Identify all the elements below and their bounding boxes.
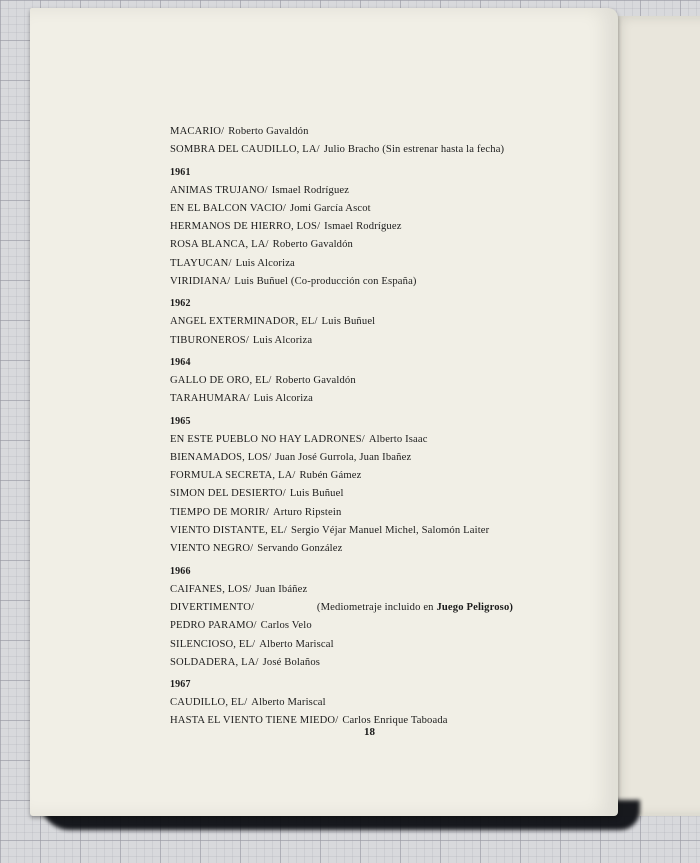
film-note-text: (Mediometraje incluido en: [316, 601, 434, 613]
film-title: VIENTO NEGRO: [170, 543, 251, 555]
year-heading: 1962: [170, 298, 191, 310]
separator-slash: /: [264, 184, 268, 196]
film-title: VIRIDIANA: [170, 276, 228, 288]
year-heading: 1964: [170, 356, 191, 368]
film-entry: [170, 255, 610, 273]
film-title: SILENCIOSO, EL: [170, 638, 253, 650]
separator-slash: /: [268, 451, 272, 463]
film-note-text: (Sin estrenar hasta la fecha): [382, 144, 505, 156]
film-director: Ismael Rodríguez: [271, 184, 350, 196]
film-title: HASTA EL VIENTO TIENE MIEDO: [170, 715, 336, 727]
film-title: TLAYUCAN: [170, 257, 229, 269]
separator-slash: /: [227, 276, 231, 288]
film-entry: [170, 332, 610, 350]
separator-slash: /: [335, 715, 339, 727]
separator-slash: /: [252, 638, 256, 650]
film-title: SIMON DEL DESIERTO: [170, 488, 283, 500]
year-section: [170, 676, 610, 731]
separator-slash: /: [246, 393, 250, 405]
film-title: CAIFANES, LOS: [170, 583, 249, 595]
year-section: [170, 354, 610, 409]
separator-slash: /: [317, 221, 321, 233]
separator-slash: /: [283, 525, 287, 537]
film-director: Alberto Mariscal: [259, 638, 334, 650]
film-director: Ismael Rodríguez: [324, 221, 402, 233]
film-director: Carlos Enrique Taboada: [342, 715, 448, 727]
film-note: [317, 602, 513, 613]
film-entry: [170, 449, 610, 467]
separator-slash: /: [282, 488, 286, 500]
year-section: [170, 164, 610, 292]
page-number: 18: [364, 726, 375, 738]
film-title: ROSA BLANCA, LA: [170, 239, 266, 251]
year-section: [170, 413, 610, 559]
film-director: Luis Buñuel: [321, 316, 376, 328]
film-entry: [170, 694, 610, 712]
separator-slash: /: [282, 202, 286, 214]
year-heading: 1961: [170, 166, 191, 178]
film-director: Sergio Véjar Manuel Michel, Salomón Laiter: [291, 525, 490, 537]
film-director: Luis Alcoriza: [235, 257, 295, 269]
film-entry: [170, 236, 610, 254]
film-director: Juan Ibáñez: [255, 583, 308, 595]
film-director: Alberto Mariscal: [251, 697, 326, 709]
film-director: Alberto Isaac: [368, 433, 428, 445]
film-entry: [170, 200, 610, 218]
document-page: [30, 8, 618, 816]
film-title: SOLDADERA, LA: [170, 656, 256, 668]
film-director: Jomi García Ascot: [289, 202, 371, 214]
film-director: Luis Buñuel: [289, 488, 344, 500]
film-title: MACARIO: [170, 126, 222, 137]
film-entry: [170, 485, 610, 503]
film-director: Rubén Gámez: [299, 470, 362, 482]
film-title: ANIMAS TRUJANO: [170, 184, 265, 196]
film-director: Luis Alcoriza: [253, 393, 313, 405]
separator-slash: /: [265, 506, 269, 518]
year-section: [170, 123, 610, 160]
film-note-bold: Juego Peligroso): [436, 601, 514, 613]
film-title: DIVERTIMENTO: [170, 601, 251, 613]
film-director: Roberto Gavaldón: [275, 374, 356, 386]
separator-slash: /: [221, 126, 225, 137]
film-entry: [170, 522, 610, 540]
film-entry: [170, 141, 610, 159]
film-director: Luis Buñuel: [234, 276, 289, 288]
year-heading: 1965: [170, 415, 191, 427]
film-director: Roberto Gavaldón: [228, 126, 309, 137]
film-entry: [170, 581, 610, 599]
film-entry: [170, 313, 610, 331]
film-title: HERMANOS DE HIERRO, LOS: [170, 221, 318, 233]
film-director: Arturo Ripstein: [272, 506, 342, 518]
separator-slash: /: [251, 601, 255, 613]
film-note: [291, 276, 417, 287]
film-director: Julio Bracho: [323, 144, 380, 156]
film-title: FORMULA SECRETA, LA: [170, 470, 293, 482]
film-director: Luis Alcoriza: [252, 334, 313, 346]
separator-slash: /: [314, 316, 318, 328]
film-entry: [170, 182, 610, 200]
film-title: ANGEL EXTERMINADOR, EL: [170, 316, 315, 328]
film-entry: [170, 372, 610, 390]
film-title: EN EL BALCON VACIO: [170, 202, 283, 214]
separator-slash: /: [245, 334, 249, 346]
year-section: [170, 563, 610, 672]
film-director: José Bolaños: [262, 656, 321, 668]
film-director: Roberto Gavaldón: [272, 239, 354, 251]
filmography-list: [170, 123, 610, 731]
film-director: Juan José Gurrola, Juan Ibañez: [275, 451, 412, 463]
separator-slash: /: [248, 583, 252, 595]
film-entry: [170, 390, 610, 408]
film-title: GALLO DE ORO, EL: [170, 374, 269, 386]
film-note-text: (Co-producción con España): [290, 276, 417, 288]
year-section: [170, 295, 610, 350]
film-entry: [170, 636, 610, 654]
film-entry: [170, 540, 610, 558]
separator-slash: /: [244, 697, 248, 709]
film-title: TIEMPO DE MORIR: [170, 506, 266, 518]
separator-slash: /: [268, 374, 272, 386]
film-entry: [170, 218, 610, 236]
year-heading: 1967: [170, 679, 191, 691]
film-entry: [170, 431, 610, 449]
film-director: Carlos Velo: [260, 620, 312, 632]
separator-slash: /: [265, 239, 269, 251]
separator-slash: /: [250, 543, 254, 555]
film-title: TARAHUMARA: [170, 393, 247, 405]
film-title: CAUDILLO, EL: [170, 697, 245, 709]
film-title: BIENAMADOS, LOS: [170, 451, 269, 463]
film-entry: [170, 123, 610, 141]
film-entry: [170, 654, 610, 672]
film-title: VIENTO DISTANTE, EL: [170, 525, 284, 537]
film-note: [382, 144, 504, 155]
film-title: TIBURONEROS: [170, 334, 246, 346]
separator-slash: /: [255, 656, 259, 668]
film-entry: [170, 617, 610, 635]
film-director: Servando González: [257, 543, 343, 555]
separator-slash: /: [253, 620, 257, 632]
film-title: PEDRO PARAMO: [170, 620, 254, 632]
facing-page: [612, 16, 700, 816]
separator-slash: /: [361, 433, 365, 445]
separator-slash: /: [316, 144, 320, 156]
film-entry: [170, 599, 610, 617]
film-title: SOMBRA DEL CAUDILLO, LA: [170, 144, 317, 156]
film-entry: [170, 273, 610, 291]
separator-slash: /: [292, 470, 296, 482]
separator-slash: /: [228, 257, 232, 269]
film-entry: [170, 712, 610, 730]
year-heading: 1966: [170, 565, 191, 577]
film-title: EN ESTE PUEBLO NO HAY LADRONES: [170, 433, 362, 445]
film-entry: [170, 504, 610, 522]
film-entry: [170, 467, 610, 485]
